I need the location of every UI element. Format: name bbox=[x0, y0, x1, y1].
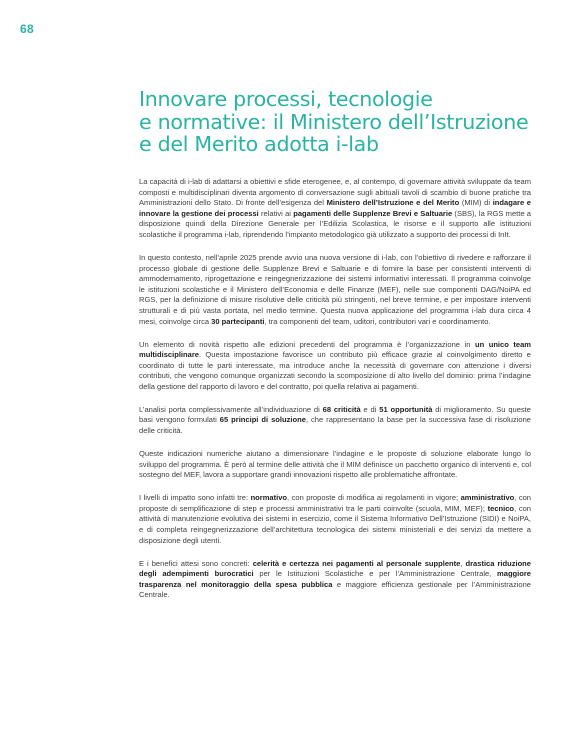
paragraph bbox=[139, 559, 531, 601]
emphasis-text: maggiore trasparenza nel monitoraggio della spesa pubblica bbox=[139, 569, 531, 589]
title-line: e normative: il Ministero dell’Istruzione bbox=[139, 109, 529, 134]
emphasis-text: un unico team multidisciplinare bbox=[139, 339, 532, 360]
emphasis-text: celerità e certezza nei pagamenti al personale supplente bbox=[252, 558, 461, 568]
paragraph-text: e maggiore efficienza gestionale per l’Amministrazione Centrale. bbox=[139, 579, 532, 600]
emphasis-text: 51 opportunità bbox=[379, 404, 433, 414]
paragraph-text: (MIM) di bbox=[459, 198, 493, 208]
paragraph-text: . Questa impostazione favorisce un contributo più efficace grazie al coinvolgimento diretto e coordinato di tutte le parti interessate, ma introduce anche la necessità di governare con attenzione i diversi contributi, che vengono comunque organizzati secondo la scomposizione di alto livello del dominio: prima l’indagine della gestione del rapporto di lavoro e del contratto, poi quella relativa ai pagamenti. bbox=[139, 350, 531, 391]
emphasis-text: tecnico bbox=[487, 503, 515, 513]
emphasis-text: 65 principi di soluzione bbox=[219, 415, 306, 425]
paragraph-text: per le Istituzioni Scolastiche e per l’Amministrazione Centrale, bbox=[253, 569, 498, 579]
paragraph-text: In questo contesto, nell’aprile 2025 prende avvio una nuova versione di i-lab, con l’obiettivo di rivedere e rafforzare il processo globale di gestione delle Supplenze Brevi e Saltuarie e di fornire la base per consistenti interventi di ammodernamento, riprogettazione e reingegnerizzazione dei sistemi informativi interessati. Il programma coinvolge le istituzioni scolastiche e il Ministero dell’Economia e delle Finanze (MEF), nelle sue componenti DAG/NoiPA ed RGS, per la definizione di misure risolutive delle criticità più stringenti, nel breve termine, e per impostare interventi strutturali e di più vasta portata, nel medio termine. Questa nuova applicazione del programma i-lab dura circa 4 mesi, coinvolge circa bbox=[139, 252, 531, 326]
paragraph-text: Un elemento di novità rispetto alle edizioni precedenti del programma è l’organizzazione in bbox=[139, 339, 475, 349]
paragraph-text: I livelli di impatto sono infatti tre: bbox=[139, 493, 251, 503]
page-number: 68 bbox=[20, 22, 34, 36]
body-text bbox=[139, 177, 531, 613]
paragraph-text: L’analisi porta complessivamente all’individuazione di bbox=[139, 404, 323, 414]
emphasis-text: 68 criticità bbox=[322, 404, 361, 414]
emphasis-text: drastica riduzione degli adempimenti burocratici bbox=[139, 558, 531, 579]
paragraph-text: , tra componenti del team, uditori, contributori vari e coordinamento. bbox=[264, 316, 491, 326]
title-line: e del Merito adotta i-lab bbox=[139, 132, 379, 156]
paragraph-text: , con attività di manutenzione evolutiva dei sistemi in esercizio, come il Sistema Informativo Dell’Istruzione (SIDI) e NoiPA, e di completa reingegnerizzazione dell’architettura tecnologica dei sistemi ministeriali e dei servizi da mettere a disposizione degli utenti. bbox=[139, 503, 531, 545]
paragraph bbox=[139, 253, 531, 327]
emphasis-text: normativo bbox=[250, 493, 288, 503]
paragraph-text: , bbox=[460, 558, 466, 568]
paragraph bbox=[139, 449, 531, 481]
paragraph-text: , con proposte di semplificazione di step e processi amministrativi tra le parti coinvolte (scuola, MIM, MEF); bbox=[139, 493, 531, 513]
paragraph-text: , con proposte di modifica ai regolamenti in vigore; bbox=[287, 493, 461, 503]
paragraph-text: Queste indicazioni numeriche aiutano a dimensionare l’indagine e le proposte di soluzione elaborate lungo lo sviluppo del programma. È però al termine delle attività che il MIM definisce un pacchetto organico di interventi e, col sostegno del MEF, lavora a supportare grandi innovazioni rispetto alle problematiche affrontate. bbox=[139, 449, 531, 480]
paragraph-text: , che rappresentano la base per la successiva fase di risoluzione delle criticità. bbox=[139, 415, 532, 436]
title-line: Innovare processi, tecnologie bbox=[139, 87, 433, 111]
paragraph-text: La capacità di i-lab di adattarsi a obiettivi e sfide eterogenee, e, al contempo, di governare attività sviluppate da team composti e multidisciplinari diventa argomento di conversazione sugli abituali tavoli di scambio di buone pratiche tra Amministrazioni dello Stato. Di fronte dell’esigenza del bbox=[139, 177, 531, 208]
emphasis-text: indagare e innovare la gestione dei processi bbox=[139, 198, 532, 218]
paragraph bbox=[139, 493, 531, 546]
paragraph-text: E i benefici attesi sono concreti: bbox=[139, 558, 253, 568]
emphasis-text: 30 partecipanti bbox=[211, 316, 265, 326]
paragraph bbox=[139, 177, 531, 241]
paragraph-text: relativi ai bbox=[258, 208, 294, 218]
paragraph-text: e di bbox=[360, 404, 380, 414]
page-title bbox=[139, 88, 539, 156]
emphasis-text: Ministero dell’Istruzione e del Merito bbox=[326, 198, 460, 208]
emphasis-text: amministrativo bbox=[460, 493, 515, 503]
paragraph-text: (SBS), la RGS mette a disposizione quindi della Direzione Generale per l’Edilizia Scolastica, le risorse e il supporto alle istituzioni scolastiche il programma i-lab, riprendendo l’impianto metodologico già utilizzato a supporto dei processi di InIt. bbox=[139, 208, 531, 239]
paragraph-text: di miglioramento. Su queste basi vengono formulati bbox=[139, 404, 531, 425]
paragraph bbox=[139, 405, 531, 437]
emphasis-text: pagamenti delle Supplenze Brevi e Saltuarie bbox=[293, 208, 453, 218]
paragraph bbox=[139, 340, 531, 393]
